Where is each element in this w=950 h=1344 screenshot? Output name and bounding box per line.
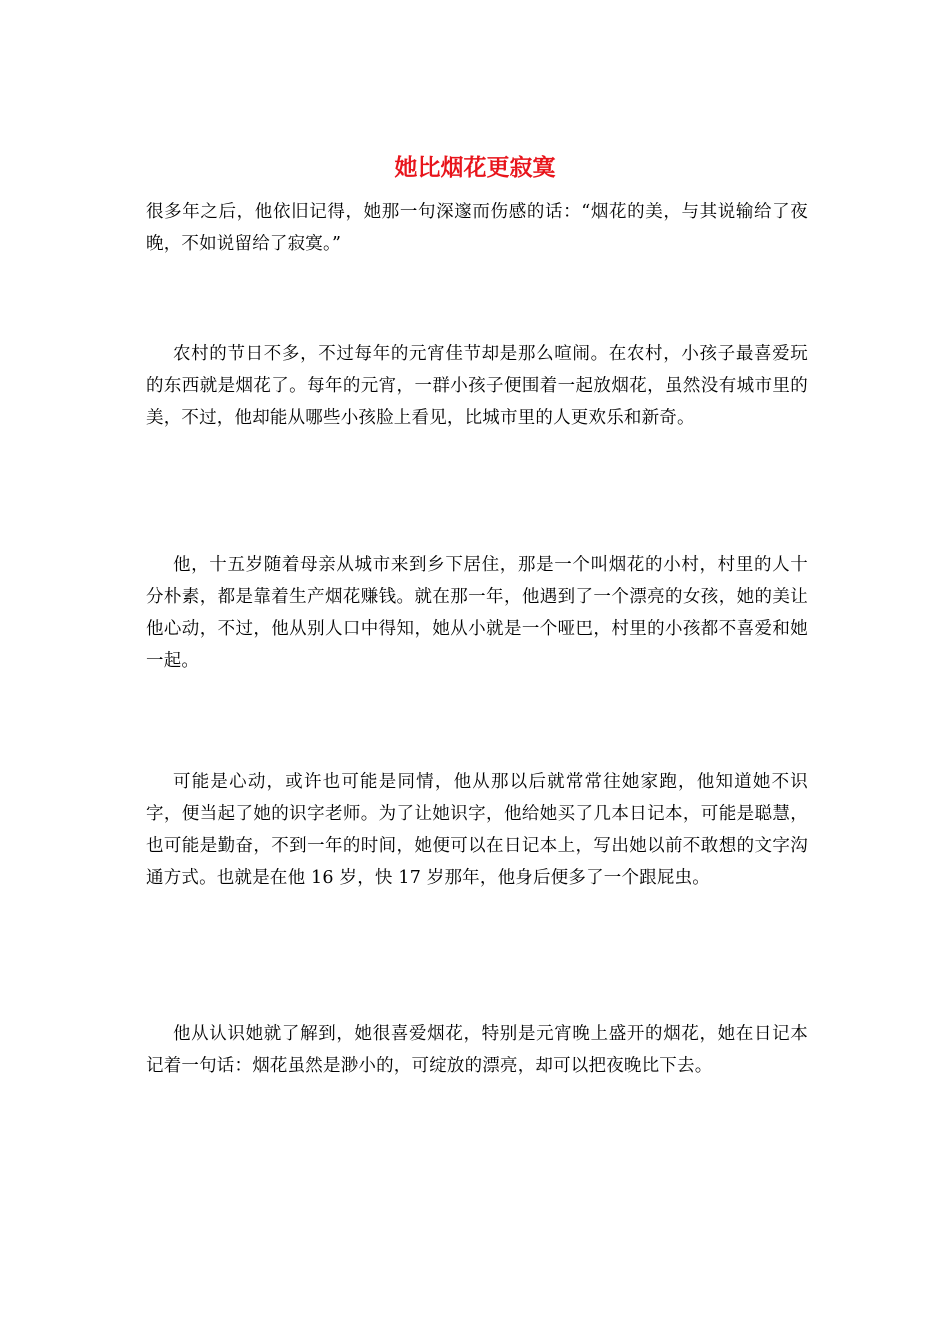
paragraph-4: 可能是心动，或许也可能是同情，他从那以后就常常往她家跑，他知道她不识字，便当起了她的识字老师。为了让她识字，他给她买了几本日记本，可能是聪慧，也可能是勤奋，不到一年的时间，她便可以在日记本上，写出她以前不敢想的文字沟通方式。也就是在他 16 岁，快 17 岁那年，他身后便多了一个跟屁虫。 [146, 772, 808, 888]
paragraph-3: 他，十五岁随着母亲从城市来到乡下居住，那是一个叫烟花的小村，村里的人十分朴素，都是靠着生产烟花赚钱。就在那一年，他遇到了一个漂亮的女孩，她的美让他心动，不过，他从别人口中得知，她从小就是一个哑巴，村里的小孩都不喜爱和她一起。 [146, 555, 808, 671]
paragraph-2: 农村的节日不多，不过每年的元宵佳节却是那么喧闹。在农村，小孩子最喜爱玩的东西就是烟花了。每年的元宵，一群小孩子便围着一起放烟花，虽然没有城市里的美，不过，他却能从哪些小孩脸上看见，比城市里的人更欢乐和新奇。 [146, 344, 808, 428]
paragraph-5: 他从认识她就了解到，她很喜爱烟花，特别是元宵晚上盛开的烟花，她在日记本记着一句话：烟花虽然是渺小的，可绽放的漂亮，却可以把夜晚比下去。 [146, 1024, 808, 1076]
document-title: 她比烟花更寂寞 [394, 154, 556, 181]
paragraph-1: 很多年之后，他依旧记得，她那一句深邃而伤感的话：“烟花的美，与其说输给了夜晚，不如说留给了寂寞。” [146, 202, 808, 254]
